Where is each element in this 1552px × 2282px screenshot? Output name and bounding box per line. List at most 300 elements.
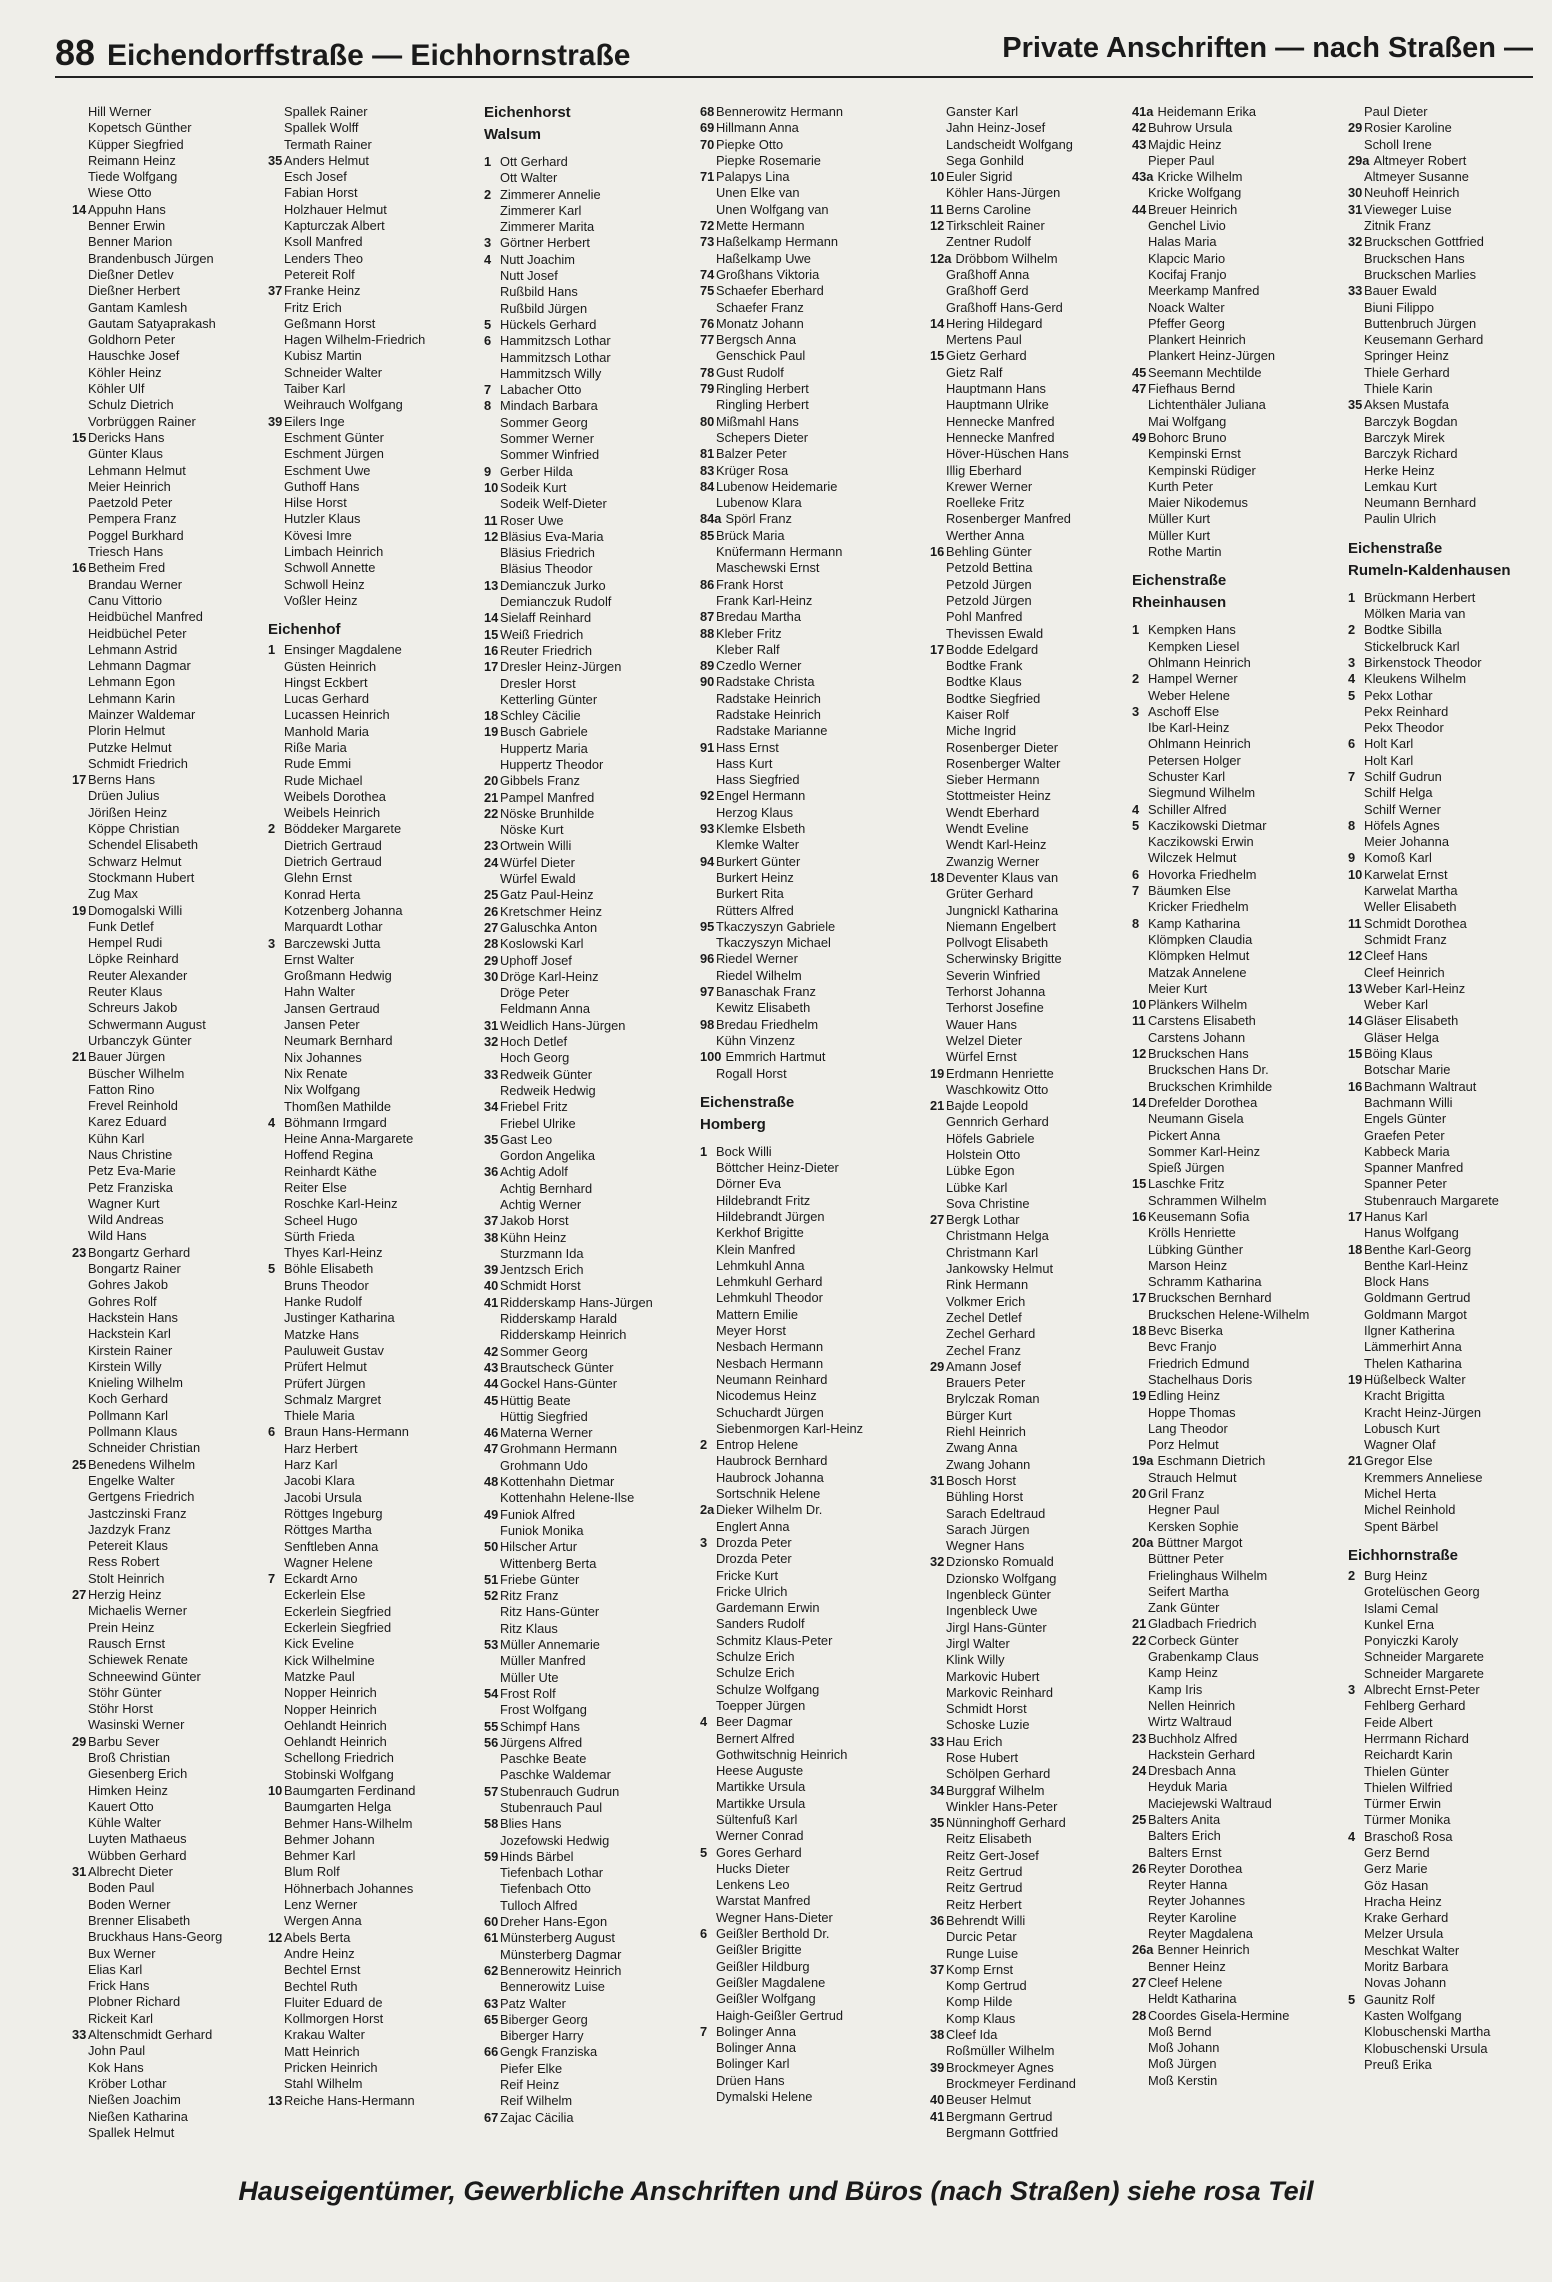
house-number: 24 <box>1132 1763 1147 1779</box>
directory-entry <box>930 2125 1135 2141</box>
directory-entry <box>1132 2056 1337 2072</box>
directory-entry <box>72 1359 277 1375</box>
resident-name: Schendel Elisabeth <box>88 837 198 853</box>
house-number: 71 <box>700 169 715 185</box>
directory-entry <box>484 1262 689 1278</box>
resident-name: Spörl Franz <box>725 511 792 527</box>
house-number: 48 <box>484 1474 499 1490</box>
resident-name: Meier Heinrich <box>88 478 171 494</box>
house-number: 2a <box>700 1502 715 1518</box>
house-number: 39 <box>930 2059 945 2075</box>
directory-entry <box>72 446 277 462</box>
resident-name: Stöhr Günter <box>88 1684 162 1700</box>
resident-name: Rausch Ernst <box>88 1635 166 1651</box>
directory-entry <box>268 1783 473 1799</box>
resident-name: Münsterberg August <box>500 1930 615 1946</box>
resident-name: Kottenhahn Dietmar <box>500 1474 615 1490</box>
resident-name: Hass Siegfried <box>716 772 800 788</box>
directory-entry <box>72 1815 277 1831</box>
house-number: 28 <box>1132 2007 1147 2023</box>
directory-entry <box>72 1457 277 1473</box>
resident-name: Friebe Günter <box>500 1571 580 1587</box>
resident-name: Komp Ernst <box>946 1961 1014 1977</box>
directory-entry <box>484 1556 689 1572</box>
directory-entry <box>484 790 689 806</box>
resident-name: Bechtel Ernst <box>284 1962 361 1978</box>
directory-entry <box>484 692 689 708</box>
directory-entry <box>700 511 905 527</box>
directory-entry <box>1348 1453 1552 1469</box>
directory-entry <box>1348 1829 1552 1845</box>
directory-entry <box>930 1538 1135 1554</box>
house-number: 72 <box>700 218 715 234</box>
resident-name: Moritz Barbara <box>1364 1959 1449 1975</box>
resident-name: Bodtke Sibilla <box>1364 622 1442 638</box>
resident-name: Petzold Jürgen <box>946 592 1032 608</box>
directory-entry <box>700 1049 905 1065</box>
directory-entry <box>72 283 277 299</box>
directory-entry <box>484 1425 689 1441</box>
directory-entry <box>1348 1176 1552 1192</box>
directory-entry <box>700 120 905 136</box>
directory-entry <box>484 741 689 757</box>
resident-name: Schepers Dieter <box>716 429 809 445</box>
resident-name: Hoch Detlef <box>500 1034 568 1050</box>
resident-name: Aksen Mustafa <box>1364 397 1449 413</box>
resident-name: Dröge Karl-Heinz <box>500 968 599 984</box>
directory-entry <box>1348 1339 1552 1355</box>
house-number: 69 <box>700 120 715 136</box>
resident-name: Christmann Karl <box>946 1244 1039 1260</box>
resident-name: Unen Wolfgang van <box>716 201 829 217</box>
resident-name: Zank Günter <box>1148 1600 1220 1616</box>
resident-name: Hampel Werner <box>1148 671 1238 687</box>
resident-name: Stubenrauch Margarete <box>1364 1192 1499 1208</box>
resident-name: Kühn Heinz <box>500 1229 567 1245</box>
resident-name: Wittenberg Berta <box>500 1555 597 1571</box>
resident-name: Brautscheck Günter <box>500 1359 614 1375</box>
directory-entry <box>1348 1845 1552 1861</box>
resident-name: Heine Anna-Margarete <box>284 1131 414 1147</box>
resident-name: Geißler Wolfgang <box>716 1991 816 2007</box>
resident-name: Ritz Hans-Günter <box>500 1604 600 1620</box>
directory-entry <box>1132 1405 1337 1421</box>
directory-entry <box>268 675 473 691</box>
resident-name: Blum Rolf <box>284 1864 340 1880</box>
resident-name: Kracht Brigitta <box>1364 1388 1445 1404</box>
directory-entry <box>72 1066 277 1082</box>
resident-name: Jansen Gertraud <box>284 1000 380 1016</box>
directory-entry <box>1132 850 1337 866</box>
resident-name: Naus Christine <box>88 1147 173 1162</box>
resident-name: Neumark Bernhard <box>284 1033 393 1049</box>
directory-entry <box>268 756 473 772</box>
resident-name: Hennecke Manfred <box>946 413 1055 429</box>
directory-entry <box>1348 802 1552 818</box>
resident-name: Domogalski Willi <box>88 902 183 918</box>
resident-name: Kempinski Ernst <box>1148 446 1241 462</box>
directory-entry <box>72 1375 277 1391</box>
resident-name: Nutt Joachim <box>500 251 575 267</box>
directory-entry <box>268 365 473 381</box>
directory-entry <box>484 415 689 431</box>
resident-name: Balters Anita <box>1148 1811 1221 1827</box>
resident-name: Hutzler Klaus <box>284 511 361 527</box>
directory-entry <box>1348 1649 1552 1665</box>
resident-name: Kunkel Erna <box>1364 1616 1434 1632</box>
directory-entry <box>268 1196 473 1212</box>
resident-name: Sarach Edeltraud <box>946 1505 1046 1521</box>
house-number: 26 <box>484 903 499 919</box>
resident-name: Bolinger Anna <box>716 2040 796 2056</box>
resident-name: Hammitzsch Lothar <box>500 333 611 349</box>
directory-entry <box>700 674 905 690</box>
resident-name: Pekx Lothar <box>1364 687 1433 703</box>
directory-entry <box>484 2061 689 2077</box>
resident-name: Plorin Helmut <box>88 723 166 739</box>
directory-entry <box>930 1196 1135 1212</box>
directory-entry <box>484 1800 689 1816</box>
resident-name: Moß Kerstin <box>1148 2072 1218 2088</box>
directory-entry <box>1132 736 1337 752</box>
resident-name: Taiber Karl <box>284 381 346 397</box>
resident-name: Wübben Gerhard <box>88 1847 187 1863</box>
house-number: 5 <box>700 1844 708 1860</box>
house-number: 13 <box>1348 980 1363 996</box>
resident-name: Andre Heinz <box>284 1945 355 1961</box>
directory-entry <box>1132 720 1337 736</box>
directory-entry <box>1348 769 1552 785</box>
directory-entry <box>930 1978 1135 1994</box>
resident-name: Markovic Reinhard <box>946 1684 1054 1700</box>
resident-name: Behling Günter <box>946 544 1032 560</box>
resident-name: Scheel Hugo <box>284 1212 358 1228</box>
resident-name: Grohmann Udo <box>500 1457 588 1473</box>
resident-name: Stobinski Wolfgang <box>284 1766 394 1782</box>
directory-entry <box>930 1375 1135 1391</box>
resident-name: Gietz Ralf <box>946 364 1003 380</box>
house-number: 8 <box>484 398 492 414</box>
resident-name: Bevc Franjo <box>1148 1339 1217 1355</box>
directory-entry <box>72 463 277 479</box>
directory-entry <box>1348 511 1552 527</box>
resident-name: Schneider Margarete <box>1364 1665 1484 1681</box>
directory-entry <box>1132 1845 1337 1861</box>
directory-entry <box>72 202 277 218</box>
directory-entry <box>930 381 1135 397</box>
resident-name: Mattern Emilie <box>716 1306 799 1322</box>
house-number: 66 <box>484 2044 499 2060</box>
directory-entry <box>700 1066 905 1082</box>
resident-name: Spallek Helmut <box>88 2124 175 2140</box>
resident-name: Röttges Martha <box>284 1522 372 1538</box>
house-number: 16 <box>72 560 87 576</box>
resident-name: Ksoll Manfred <box>284 234 363 250</box>
resident-name: Himken Heinz <box>88 1782 168 1798</box>
directory-entry <box>484 170 689 186</box>
resident-name: Ohlmann Heinrich <box>1148 654 1251 670</box>
directory-entry <box>484 1686 689 1702</box>
directory-entry <box>484 1719 689 1735</box>
directory-entry <box>484 904 689 920</box>
resident-name: Dietrich Gertraud <box>284 837 382 853</box>
resident-name: Deventer Klaus van <box>946 869 1059 885</box>
resident-name: Kaiser Rolf <box>946 706 1009 722</box>
resident-name: Beuser Helmut <box>946 2092 1031 2108</box>
directory-entry <box>268 185 473 201</box>
directory-entry <box>700 397 905 413</box>
directory-entry <box>268 2093 473 2109</box>
directory-entry <box>930 137 1135 153</box>
house-number: 2 <box>268 821 276 837</box>
directory-entry <box>268 153 473 169</box>
directory-entry <box>930 984 1135 1000</box>
directory-entry <box>930 854 1135 870</box>
directory-entry <box>484 333 689 349</box>
directory-entry <box>1132 283 1337 299</box>
directory-entry <box>700 658 905 674</box>
directory-entry <box>72 723 277 739</box>
directory-entry <box>268 1555 473 1571</box>
house-number: 30 <box>484 968 499 984</box>
district-heading: Rumeln-Kaldenhausen <box>1348 561 1511 579</box>
directory-entry <box>1348 2041 1552 2057</box>
directory-entry <box>930 1000 1135 1016</box>
directory-entry <box>700 756 905 772</box>
directory-entry <box>72 332 277 348</box>
resident-name: Majdic Heinz <box>1148 136 1222 152</box>
directory-entry <box>930 1701 1135 1717</box>
directory-entry <box>484 1963 689 1979</box>
resident-name: Ritz Franz <box>500 1588 559 1604</box>
directory-entry <box>72 560 277 576</box>
house-number: 2 <box>1348 622 1356 638</box>
resident-name: Gregor Else <box>1364 1453 1433 1469</box>
resident-name: Durcic Petar <box>946 1929 1017 1945</box>
house-number: 17 <box>72 772 87 788</box>
directory-entry <box>1348 655 1552 671</box>
directory-entry <box>1348 1959 1552 1975</box>
house-number: 6 <box>1348 736 1356 752</box>
house-number: 18 <box>1348 1241 1363 1257</box>
resident-name: Behmer Johann <box>284 1831 375 1847</box>
directory-entry <box>1132 1568 1337 1584</box>
resident-name: Benner Marion <box>88 234 173 250</box>
resident-name: Weihrauch Wolfgang <box>284 397 403 413</box>
resident-name: Roelleke Fritz <box>946 495 1025 511</box>
resident-name: Plobner Richard <box>88 1994 181 2010</box>
resident-name: Hegner Paul <box>1148 1502 1220 1518</box>
resident-name: Preuß Erika <box>1364 2056 1432 2072</box>
directory-entry <box>1132 1682 1337 1698</box>
house-number: 33 <box>484 1066 499 1082</box>
house-number: 37 <box>268 283 283 299</box>
resident-name: Zechel Detlef <box>946 1309 1022 1325</box>
directory-entry <box>1348 1568 1552 1584</box>
resident-name: Hilscher Artur <box>500 1539 578 1555</box>
resident-name: Unen Elke van <box>716 185 800 201</box>
directory-entry <box>268 740 473 756</box>
resident-name: Nöske Kurt <box>500 822 564 838</box>
directory-entry <box>1132 1290 1337 1306</box>
directory-entry <box>1348 965 1552 981</box>
resident-name: Spent Bärbel <box>1364 1518 1439 1534</box>
resident-name: Zwang Anna <box>946 1440 1018 1456</box>
house-number: 36 <box>930 1912 945 1928</box>
resident-name: Czedlo Werner <box>716 658 802 674</box>
resident-name: Feldmann Anna <box>500 1001 590 1017</box>
directory-entry <box>1132 544 1337 560</box>
directory-entry <box>1348 1715 1552 1731</box>
house-number: 26 <box>1132 1860 1147 1876</box>
directory-entry <box>484 627 689 643</box>
directory-entry <box>484 822 689 838</box>
directory-entry <box>484 838 689 854</box>
directory-entry <box>700 1551 905 1567</box>
house-number: 86 <box>700 576 715 592</box>
directory-entry <box>700 544 905 560</box>
house-number: 42 <box>1132 120 1147 136</box>
directory-entry <box>1348 1502 1552 1518</box>
directory-entry <box>1132 267 1337 283</box>
directory-entry <box>72 903 277 919</box>
resident-name: Rose Hubert <box>946 1749 1019 1765</box>
resident-name: Schaefer Eberhard <box>716 283 824 299</box>
directory-entry <box>700 935 905 951</box>
directory-entry <box>1132 511 1337 527</box>
resident-name: Bodde Edelgard <box>946 641 1039 657</box>
directory-entry <box>268 397 473 413</box>
directory-entry <box>1348 2024 1552 2040</box>
directory-entry <box>72 104 277 120</box>
house-number: 47 <box>1132 381 1147 397</box>
directory-entry <box>930 495 1135 511</box>
directory-entry <box>930 185 1135 201</box>
resident-name: Balters Erich <box>1148 1828 1221 1844</box>
directory-entry <box>268 283 473 299</box>
house-number: 57 <box>484 1783 499 1799</box>
directory-entry <box>930 756 1135 772</box>
directory-entry <box>1132 1877 1337 1893</box>
resident-name: Ress Robert <box>88 1554 160 1570</box>
directory-entry <box>72 1717 277 1733</box>
resident-name: Barczyk Mirek <box>1364 429 1445 445</box>
directory-entry <box>1132 185 1337 201</box>
directory-entry <box>700 1356 905 1372</box>
directory-entry <box>72 1962 277 1978</box>
resident-name: Lichtenthäler Juliana <box>1148 397 1266 413</box>
resident-name: Dietrich Gertraud <box>284 854 382 870</box>
house-number: 19 <box>1132 1388 1147 1404</box>
directory-entry <box>484 2028 689 2044</box>
resident-name: Baumgarten Ferdinand <box>284 1782 416 1798</box>
directory-entry <box>72 1734 277 1750</box>
directory-entry <box>1348 1193 1552 1209</box>
resident-name: Kretschmer Heinz <box>500 903 603 919</box>
directory-entry <box>484 1067 689 1083</box>
resident-name: Bruckschen Hans <box>1148 1046 1249 1062</box>
directory-entry <box>700 1242 905 1258</box>
house-number: 21 <box>72 1049 87 1065</box>
directory-entry <box>1348 1258 1552 1274</box>
directory-entry <box>1132 528 1337 544</box>
directory-entry <box>72 1620 277 1636</box>
directory-entry <box>484 936 689 952</box>
resident-name: Kricke Wolfgang <box>1148 185 1242 201</box>
house-number: 62 <box>484 1962 499 1978</box>
resident-name: Koch Gerhard <box>88 1391 168 1407</box>
resident-name: Lübke Karl <box>946 1179 1008 1195</box>
resident-name: Roschke Karl-Heinz <box>284 1196 398 1212</box>
resident-name: Gust Rudolf <box>716 364 784 380</box>
directory-entry <box>930 935 1135 951</box>
directory-entry <box>72 381 277 397</box>
directory-entry <box>268 903 473 919</box>
resident-name: Giesenberg Erich <box>88 1766 188 1782</box>
resident-name: Busch Gabriele <box>500 724 588 740</box>
resident-name: Petzold Jürgen <box>946 576 1032 592</box>
directory-entry <box>930 1815 1135 1831</box>
resident-name: Ponyiczki Karoly <box>1364 1633 1459 1649</box>
directory-entry <box>1132 1209 1337 1225</box>
resident-name: Geißler Magdalene <box>716 1974 826 1990</box>
directory-entry <box>268 1653 473 1669</box>
directory-entry <box>268 1571 473 1587</box>
directory-entry <box>930 1766 1135 1782</box>
directory-entry <box>72 2060 277 2076</box>
directory-entry <box>700 1633 905 1649</box>
resident-name: Graßhoff Gerd <box>946 283 1029 299</box>
directory-entry <box>930 788 1135 804</box>
house-number: 70 <box>700 136 715 152</box>
resident-name: Reif Wilhelm <box>500 2093 573 2109</box>
house-number: 19a <box>1132 1453 1154 1469</box>
directory-entry <box>72 1750 277 1766</box>
directory-entry <box>1348 736 1552 752</box>
resident-name: Müller Kurt <box>1148 511 1211 527</box>
resident-name: Schimpf Hans <box>500 1718 580 1734</box>
directory-entry <box>1132 1470 1337 1486</box>
resident-name: Stubenrauch Paul <box>500 1799 603 1815</box>
resident-name: Müller Manfred <box>500 1653 586 1669</box>
directory-entry <box>484 1523 689 1539</box>
resident-name: Paetzold Peter <box>88 495 173 511</box>
directory-entry <box>268 2027 473 2043</box>
resident-name: Harz Karl <box>284 1457 338 1473</box>
resident-name: Spallek Wolff <box>284 120 359 136</box>
resident-name: Hammitzsch Willy <box>500 365 602 381</box>
house-number: 41 <box>930 2108 945 2124</box>
directory-entry <box>930 332 1135 348</box>
directory-entry <box>1348 867 1552 883</box>
directory-entry <box>268 984 473 1000</box>
directory-entry <box>268 2011 473 2027</box>
resident-name: Huppertz Theodor <box>500 756 604 772</box>
resident-name: Werner Conrad <box>716 1828 804 1844</box>
house-number: 31 <box>72 1864 87 1880</box>
directory-entry <box>268 919 473 935</box>
resident-name: Christmann Helga <box>946 1228 1049 1244</box>
directory-entry <box>700 1193 905 1209</box>
directory-entry <box>484 1621 689 1637</box>
directory-entry <box>700 234 905 250</box>
directory-entry <box>484 1001 689 1017</box>
resident-name: Plankert Heinz-Jürgen <box>1148 348 1276 364</box>
directory-entry <box>268 1327 473 1343</box>
directory-entry <box>930 919 1135 935</box>
directory-entry <box>72 1277 277 1293</box>
directory-entry <box>72 577 277 593</box>
